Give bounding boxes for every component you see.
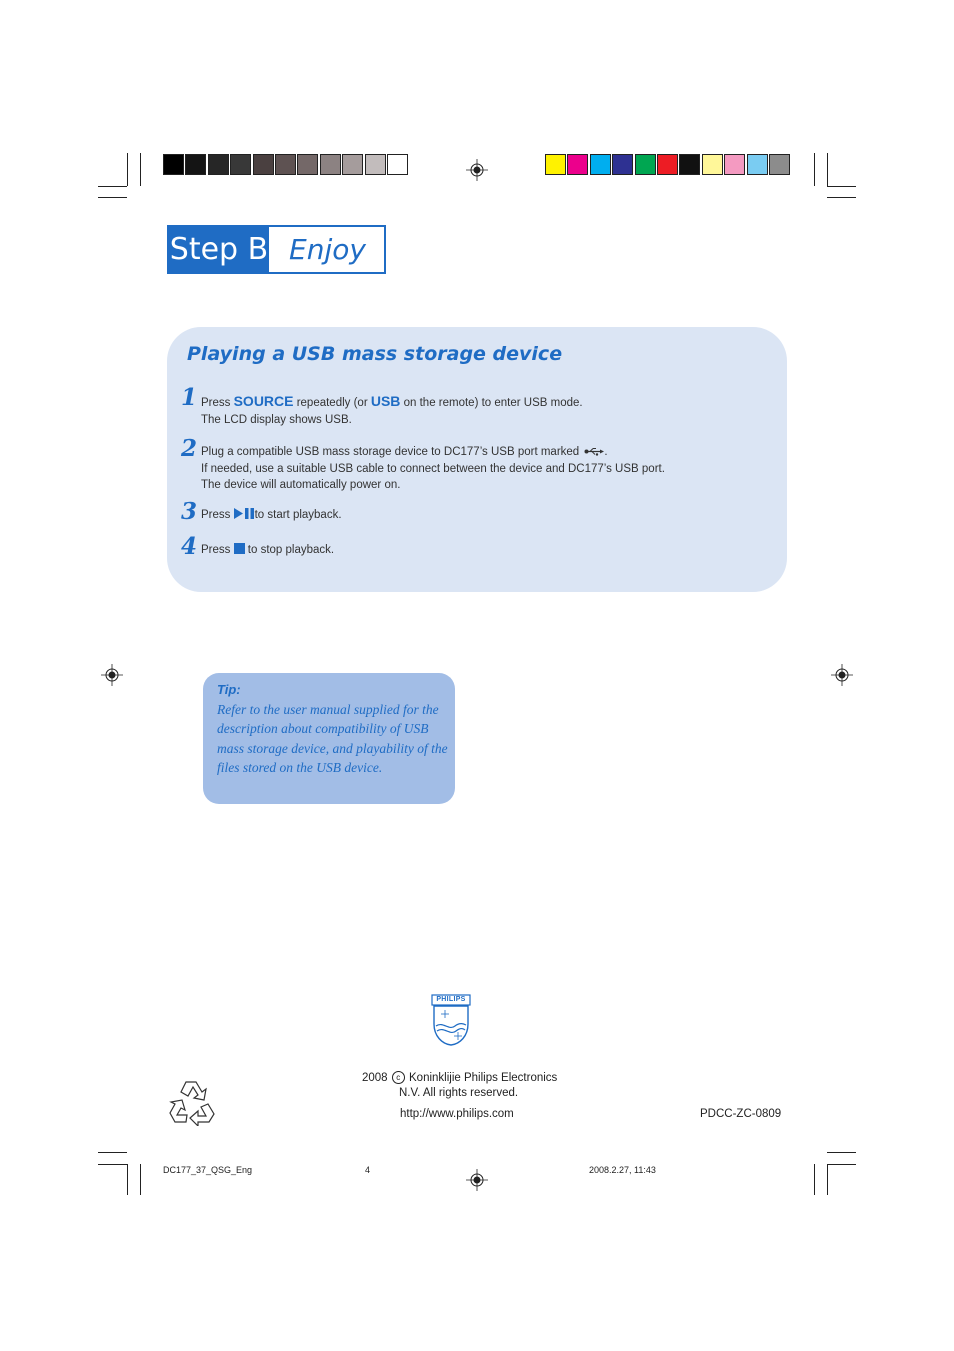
color-swatch bbox=[635, 154, 656, 175]
color-swatch bbox=[724, 154, 745, 175]
step-3: 3 Press to start playback. bbox=[181, 498, 342, 525]
color-swatch bbox=[230, 154, 251, 175]
color-swatch bbox=[545, 154, 566, 175]
crop-mark bbox=[827, 153, 828, 186]
step-label: Step B bbox=[169, 227, 269, 272]
color-swatch bbox=[320, 154, 341, 175]
step-number: 2 bbox=[181, 435, 198, 462]
usb-key-label: USB bbox=[370, 393, 401, 409]
crop-mark bbox=[827, 186, 856, 187]
color-swatch bbox=[387, 154, 408, 175]
document-code: PDCC-ZC-0809 bbox=[700, 1108, 782, 1120]
copyright-line: 2008 c Koninklijie Philips Electronics bbox=[362, 1072, 558, 1084]
step-number: 4 bbox=[181, 533, 198, 560]
step-title: Enjoy bbox=[289, 233, 366, 266]
crop-mark bbox=[827, 1164, 828, 1195]
tip-body: Refer to the user manual supplied for the description about compatibility of USB mass storage device, and playability of the files stored on the USB device. bbox=[217, 702, 448, 775]
slug-date: 2008.2.27, 11:43 bbox=[589, 1165, 656, 1175]
crop-mark bbox=[98, 186, 127, 187]
stop-icon bbox=[234, 543, 245, 554]
color-swatch bbox=[185, 154, 206, 175]
crop-mark bbox=[140, 153, 141, 186]
source-key-label: SOURCE bbox=[233, 393, 294, 409]
slug-filename: DC177_37_QSG_Eng bbox=[163, 1165, 253, 1175]
color-swatch bbox=[208, 154, 229, 175]
color-swatch bbox=[253, 154, 274, 175]
section-title: Playing a USB mass storage device bbox=[187, 343, 563, 365]
crop-mark bbox=[814, 153, 815, 186]
crop-mark bbox=[827, 1164, 856, 1165]
color-swatch bbox=[612, 154, 633, 175]
step-1: 1 Press SOURCE repeatedly (or USB on the remote) to enter USB mode. The LCD display shows USB. bbox=[181, 386, 583, 428]
color-swatch bbox=[163, 154, 184, 175]
crop-mark bbox=[827, 1152, 856, 1153]
registration-mark-icon bbox=[466, 159, 488, 181]
color-swatch bbox=[657, 154, 678, 175]
crop-mark bbox=[98, 197, 127, 198]
crop-mark bbox=[98, 1152, 127, 1153]
color-swatch bbox=[297, 154, 318, 175]
step-number: 1 bbox=[181, 384, 198, 411]
instructions-panel bbox=[167, 327, 787, 592]
registration-mark-icon bbox=[101, 664, 123, 686]
step-2: 2 Plug a compatible USB mass storage device to DC177’s USB port marked . If needed, use a suitable USB cable to connect between the device and DC177’s USB port. The device will automatically power on. bbox=[181, 437, 665, 494]
color-swatch bbox=[702, 154, 723, 175]
recycle-icon bbox=[168, 1078, 218, 1126]
crop-mark bbox=[127, 153, 128, 186]
color-swatch bbox=[679, 154, 700, 175]
philips-logo bbox=[431, 994, 471, 1046]
crop-mark bbox=[814, 1164, 815, 1195]
color-swatch bbox=[365, 154, 386, 175]
slug-page-number: 4 bbox=[365, 1165, 371, 1175]
color-swatch bbox=[342, 154, 363, 175]
step-header bbox=[167, 225, 386, 274]
color-swatch bbox=[769, 154, 790, 175]
step-4: 4 Press to stop playback. bbox=[181, 533, 335, 560]
color-swatch bbox=[590, 154, 611, 175]
registration-mark-icon bbox=[831, 664, 853, 686]
usb-port-icon bbox=[584, 447, 604, 456]
website-link[interactable]: http://www.philips.com bbox=[400, 1108, 514, 1120]
crop-mark bbox=[827, 197, 856, 198]
crop-mark bbox=[98, 1164, 127, 1165]
crop-mark bbox=[140, 1164, 141, 1195]
copyright-symbol: c bbox=[392, 1071, 405, 1084]
registration-mark-icon bbox=[466, 1169, 488, 1191]
crop-mark bbox=[127, 1164, 128, 1195]
color-swatch bbox=[275, 154, 296, 175]
rights-line: N.V. All rights reserved. bbox=[399, 1087, 519, 1099]
tip-title: Tip: bbox=[217, 682, 241, 697]
tip-box bbox=[203, 673, 455, 804]
color-swatch bbox=[747, 154, 768, 175]
philips-wordmark: PHILIPS bbox=[436, 996, 466, 1003]
color-swatch bbox=[567, 154, 588, 175]
step-number: 3 bbox=[181, 498, 198, 525]
play-pause-icon bbox=[234, 508, 255, 519]
